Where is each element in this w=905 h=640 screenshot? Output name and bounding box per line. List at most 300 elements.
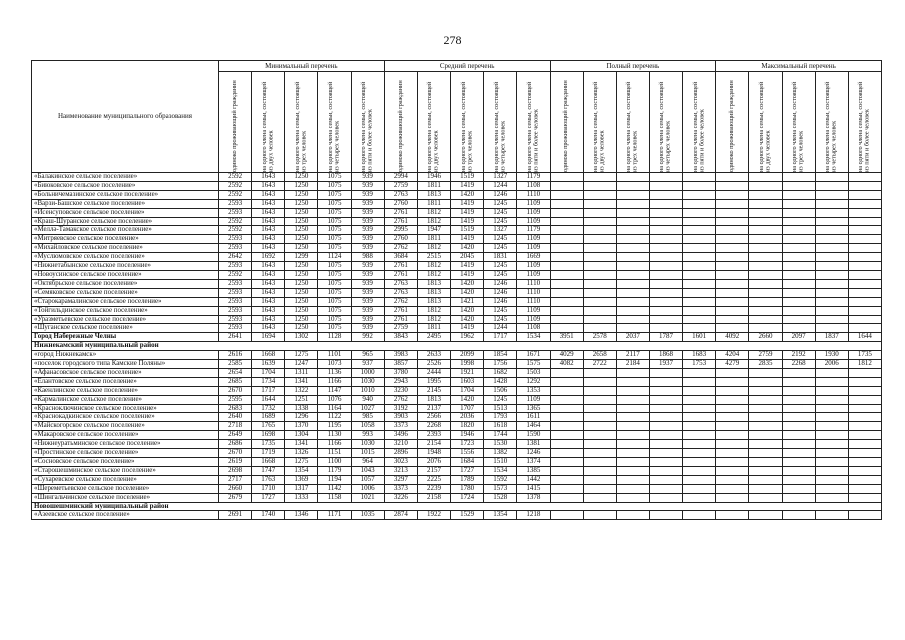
value-cell: 993 (351, 431, 384, 440)
value-cell: 1643 (252, 262, 285, 271)
value-cell (649, 279, 682, 288)
value-cell (550, 190, 583, 199)
value-cell (683, 475, 716, 484)
value-cell: 1813 (417, 190, 450, 199)
value-cell (782, 244, 815, 253)
municipality-name: «поселок городского типа Камские Поляны» (32, 360, 219, 369)
value-cell (749, 466, 782, 475)
value-cell: 1245 (484, 315, 517, 324)
value-cell (550, 484, 583, 493)
value-cell: 964 (351, 458, 384, 467)
value-cell (749, 315, 782, 324)
value-cell (649, 253, 682, 262)
subheader-cell (782, 72, 815, 173)
value-cell (683, 315, 716, 324)
value-cell: 2683 (219, 404, 252, 413)
value-cell (815, 404, 848, 413)
value-cell (616, 297, 649, 306)
value-cell (749, 422, 782, 431)
municipality-name: «Афанасовское сельское поселение» (32, 368, 219, 377)
value-cell (716, 475, 749, 484)
value-cell: 1529 (451, 511, 484, 520)
municipality-name: «Октябрьское сельское поселение» (32, 279, 219, 288)
value-cell: 1428 (484, 377, 517, 386)
value-cell: 3192 (384, 404, 417, 413)
value-cell: 939 (351, 315, 384, 324)
table-row (32, 262, 882, 271)
value-cell: 2268 (782, 360, 815, 369)
value-cell: 1643 (252, 297, 285, 306)
value-cell (782, 324, 815, 333)
value-cell: 1136 (318, 368, 351, 377)
value-cell: 1420 (451, 190, 484, 199)
value-cell: 4204 (716, 351, 749, 360)
value-cell (583, 386, 616, 395)
value-cell: 1110 (517, 190, 550, 199)
municipality-name: «Шуганское сельское поселение» (32, 324, 219, 333)
value-cell: 1998 (451, 360, 484, 369)
value-cell: 1075 (318, 173, 351, 182)
municipality-name: «Нижнеуратьминское сельское поселение» (32, 440, 219, 449)
value-cell (782, 217, 815, 226)
value-cell (749, 324, 782, 333)
value-cell: 1689 (252, 413, 285, 422)
value-cell (716, 262, 749, 271)
value-cell: 1250 (285, 279, 318, 288)
table-row (32, 449, 882, 458)
table-row (32, 199, 882, 208)
subheader-cell (517, 72, 550, 173)
value-cell (649, 244, 682, 253)
value-cell: 1780 (451, 484, 484, 493)
municipality-name: «Муслюмовское сельское поселение» (32, 253, 219, 262)
value-cell: 1668 (252, 351, 285, 360)
value-cell: 2718 (219, 422, 252, 431)
value-cell: 3230 (384, 386, 417, 395)
value-cell: 1747 (252, 466, 285, 475)
value-cell (649, 440, 682, 449)
value-cell: 965 (351, 351, 384, 360)
subheader-label: на одного члена семьи, состоящей из двух человек (592, 81, 606, 172)
value-cell (683, 226, 716, 235)
value-cell: 1671 (517, 351, 550, 360)
value-cell: 1327 (484, 173, 517, 182)
value-cell: 1723 (451, 440, 484, 449)
municipality-name: «Семяковское сельское поселение» (32, 288, 219, 297)
value-cell: 2761 (384, 306, 417, 315)
value-cell (716, 395, 749, 404)
value-cell: 1419 (451, 235, 484, 244)
value-cell: 1057 (351, 475, 384, 484)
value-cell: 1245 (484, 395, 517, 404)
subheader-label: на одного члена семьи, состоящей из двух человек (426, 81, 440, 172)
value-cell (782, 440, 815, 449)
value-cell: 2660 (219, 484, 252, 493)
table-row (32, 324, 882, 333)
value-cell (815, 288, 848, 297)
value-cell (616, 199, 649, 208)
value-cell: 2225 (417, 475, 450, 484)
value-cell: 1930 (815, 351, 848, 360)
value-cell (749, 386, 782, 395)
value-cell (848, 244, 881, 253)
value-cell: 1756 (484, 360, 517, 369)
value-cell (716, 190, 749, 199)
value-cell (649, 262, 682, 271)
value-cell: 1110 (517, 279, 550, 288)
value-cell (815, 368, 848, 377)
value-cell: 1618 (484, 422, 517, 431)
value-cell (649, 511, 682, 520)
value-cell: 4082 (550, 360, 583, 369)
value-cell (716, 449, 749, 458)
value-cell (782, 190, 815, 199)
value-cell: 939 (351, 288, 384, 297)
value-cell: 1075 (318, 270, 351, 279)
value-cell: 1317 (285, 484, 318, 493)
value-cell (848, 422, 881, 431)
subheader-label: одиноко проживающий гражданин (562, 80, 570, 172)
value-cell (749, 262, 782, 271)
value-cell: 1246 (484, 279, 517, 288)
value-cell: 1513 (484, 404, 517, 413)
value-cell: 2763 (384, 190, 417, 199)
value-cell (649, 458, 682, 467)
value-cell (782, 404, 815, 413)
value-cell: 2896 (384, 449, 417, 458)
value-cell (683, 404, 716, 413)
value-cell (815, 270, 848, 279)
value-cell: 1811 (417, 324, 450, 333)
value-cell: 1109 (517, 217, 550, 226)
value-cell: 3496 (384, 431, 417, 440)
value-cell (683, 458, 716, 467)
value-cell (683, 199, 716, 208)
value-cell: 1643 (252, 270, 285, 279)
value-cell (848, 484, 881, 493)
table-row (32, 484, 882, 493)
value-cell: 1519 (451, 226, 484, 235)
municipality-name: «Кармалинское сельское поселение» (32, 395, 219, 404)
value-cell: 2515 (417, 253, 450, 262)
value-cell (550, 297, 583, 306)
value-cell: 1245 (484, 244, 517, 253)
subheader-cell (318, 72, 351, 173)
municipality-name: «Простинское сельское поселение» (32, 449, 219, 458)
group-header: Максимальный перечень (716, 61, 882, 72)
value-cell (683, 306, 716, 315)
value-cell (815, 324, 848, 333)
value-cell (815, 279, 848, 288)
subheader-cell (815, 72, 848, 173)
value-cell: 1643 (252, 315, 285, 324)
value-cell: 1813 (417, 288, 450, 297)
value-cell: 1831 (484, 253, 517, 262)
value-cell (649, 181, 682, 190)
value-cell: 1250 (285, 244, 318, 253)
table-row (32, 440, 882, 449)
table-row (32, 306, 882, 315)
value-cell (550, 181, 583, 190)
subheader-cell (848, 72, 881, 173)
value-cell: 1419 (451, 324, 484, 333)
group-header: Средний перечень (384, 61, 550, 72)
value-cell (649, 190, 682, 199)
value-cell (848, 226, 881, 235)
subheader-label: одиноко проживающий гражданин (230, 80, 238, 172)
subheader-cell (351, 72, 384, 173)
table-row (32, 458, 882, 467)
value-cell: 1753 (683, 360, 716, 369)
value-cell: 1719 (252, 449, 285, 458)
value-cell (716, 484, 749, 493)
value-cell (749, 368, 782, 377)
value-cell (550, 315, 583, 324)
value-cell (550, 208, 583, 217)
value-cell: 1075 (318, 226, 351, 235)
municipality-name: «Меллә-Тамакское сельское поселение» (32, 226, 219, 235)
table-row (32, 173, 882, 182)
section-row (32, 342, 882, 351)
value-cell: 2578 (583, 333, 616, 342)
value-cell (848, 208, 881, 217)
value-cell (815, 226, 848, 235)
value-cell: 2037 (616, 333, 649, 342)
value-cell (550, 235, 583, 244)
value-cell: 1592 (484, 475, 517, 484)
value-cell: 1717 (484, 333, 517, 342)
value-cell (683, 440, 716, 449)
value-cell: 1948 (417, 449, 450, 458)
value-cell: 1245 (484, 217, 517, 226)
value-cell: 1812 (417, 262, 450, 271)
table-row (32, 404, 882, 413)
value-cell: 1420 (451, 395, 484, 404)
value-cell (683, 217, 716, 226)
value-cell: 2670 (219, 386, 252, 395)
value-cell (716, 404, 749, 413)
value-cell: 1311 (285, 368, 318, 377)
value-cell (550, 511, 583, 520)
value-cell (649, 422, 682, 431)
value-cell: 2641 (219, 333, 252, 342)
value-cell: 939 (351, 181, 384, 190)
value-cell: 1644 (252, 395, 285, 404)
value-cell (616, 511, 649, 520)
value-cell (583, 208, 616, 217)
subheader-label: на одного члена семьи, состоящей из четырех человек (824, 81, 838, 172)
value-cell: 3023 (384, 458, 417, 467)
value-cell: 1643 (252, 181, 285, 190)
municipality-name: «Краснокадкинское сельское поселение» (32, 413, 219, 422)
value-cell: 1250 (285, 181, 318, 190)
value-cell: 2761 (384, 262, 417, 271)
municipality-name: «Макаровское сельское поселение» (32, 431, 219, 440)
value-cell: 2145 (417, 386, 450, 395)
value-cell (583, 466, 616, 475)
value-cell: 2761 (384, 270, 417, 279)
value-cell: 1419 (451, 217, 484, 226)
value-cell (616, 217, 649, 226)
value-cell: 1812 (417, 270, 450, 279)
municipality-name: «Сосновское сельское поселение» (32, 458, 219, 467)
value-cell: 1811 (417, 181, 450, 190)
value-cell: 3226 (384, 493, 417, 502)
value-cell: 1341 (285, 440, 318, 449)
value-cell (683, 181, 716, 190)
value-cell: 1073 (318, 360, 351, 369)
value-cell (848, 475, 881, 484)
table-row (32, 431, 882, 440)
value-cell: 2762 (384, 395, 417, 404)
value-cell: 1534 (484, 466, 517, 475)
value-cell (550, 217, 583, 226)
value-cell (782, 288, 815, 297)
subheader-label: на одного члена семьи, состоящей из двух человек (757, 81, 772, 172)
value-cell (815, 440, 848, 449)
value-cell: 1292 (517, 377, 550, 386)
value-cell: 1250 (285, 217, 318, 226)
value-cell (749, 217, 782, 226)
value-cell: 1744 (484, 431, 517, 440)
value-cell: 2036 (451, 413, 484, 422)
value-cell: 1075 (318, 297, 351, 306)
value-cell (749, 306, 782, 315)
group-header-row (32, 61, 882, 72)
value-cell: 1639 (252, 360, 285, 369)
municipality-name: «Сухаревское сельское поселение» (32, 475, 219, 484)
value-cell (550, 440, 583, 449)
value-cell: 937 (351, 360, 384, 369)
value-cell: 2760 (384, 235, 417, 244)
value-cell: 1100 (318, 458, 351, 467)
value-cell (616, 235, 649, 244)
value-cell: 1333 (285, 493, 318, 502)
municipality-name: «Красноключинское сельское поселение» (32, 404, 219, 413)
value-cell (616, 262, 649, 271)
value-cell (815, 181, 848, 190)
value-cell (583, 244, 616, 253)
value-cell (716, 458, 749, 467)
value-cell (749, 484, 782, 493)
value-cell (583, 173, 616, 182)
value-cell (583, 315, 616, 324)
value-cell (749, 449, 782, 458)
value-cell: 1643 (252, 324, 285, 333)
municipality-name: «Старошешминское сельское поселение» (32, 466, 219, 475)
value-cell: 1109 (517, 235, 550, 244)
value-cell (848, 324, 881, 333)
value-cell: 1643 (252, 279, 285, 288)
value-cell: 2592 (219, 190, 252, 199)
subheader-label: на одного члена семьи, состоящей из трех человек (625, 81, 639, 172)
municipality-name: Город Набережные Челны (32, 333, 219, 342)
value-cell: 1275 (285, 458, 318, 467)
table-row (32, 493, 882, 502)
value-cell (815, 413, 848, 422)
table-row (32, 386, 882, 395)
municipality-name: «Новоусинское сельское поселение» (32, 270, 219, 279)
value-cell (583, 440, 616, 449)
value-cell: 2158 (417, 493, 450, 502)
value-cell: 2658 (583, 351, 616, 360)
value-cell: 1419 (451, 270, 484, 279)
value-cell (616, 386, 649, 395)
value-cell: 3903 (384, 413, 417, 422)
value-cell (550, 288, 583, 297)
value-cell (649, 306, 682, 315)
value-cell: 1109 (517, 208, 550, 217)
value-cell (550, 368, 583, 377)
value-cell (616, 493, 649, 502)
subheader-cell (484, 72, 517, 173)
value-cell: 1707 (451, 404, 484, 413)
value-cell: 1250 (285, 208, 318, 217)
value-cell (716, 422, 749, 431)
value-cell (815, 484, 848, 493)
value-cell: 4279 (716, 360, 749, 369)
value-cell: 1506 (484, 386, 517, 395)
value-cell: 1304 (285, 431, 318, 440)
value-cell: 2593 (219, 315, 252, 324)
value-cell: 2994 (384, 173, 417, 182)
value-cell: 1275 (285, 351, 318, 360)
value-cell: 939 (351, 244, 384, 253)
value-cell (749, 279, 782, 288)
value-cell: 1704 (252, 368, 285, 377)
value-cell: 2761 (384, 208, 417, 217)
page-number: 278 (443, 33, 462, 47)
value-cell: 1812 (417, 306, 450, 315)
value-cell: 1573 (484, 484, 517, 493)
value-cell: 2759 (384, 324, 417, 333)
value-cell: 2566 (417, 413, 450, 422)
value-cell (815, 493, 848, 502)
subheader-label: на одного члена семьи, состоящей из пяти и более человек (691, 81, 706, 172)
value-cell: 1075 (318, 288, 351, 297)
value-cell (616, 404, 649, 413)
value-cell (782, 449, 815, 458)
value-cell: 3373 (384, 422, 417, 431)
value-cell: 2076 (417, 458, 450, 467)
value-cell (683, 173, 716, 182)
value-cell: 2045 (451, 253, 484, 262)
value-cell (649, 297, 682, 306)
value-cell: 1668 (252, 458, 285, 467)
value-cell: 1245 (484, 199, 517, 208)
value-cell (550, 431, 583, 440)
value-cell: 1837 (815, 333, 848, 342)
value-cell: 2593 (219, 244, 252, 253)
value-cell: 2593 (219, 262, 252, 271)
value-cell: 1075 (318, 315, 351, 324)
value-cell: 939 (351, 173, 384, 182)
value-cell (716, 466, 749, 475)
value-cell: 1021 (351, 493, 384, 502)
value-cell (550, 458, 583, 467)
value-cell: 1534 (517, 333, 550, 342)
value-cell: 3210 (384, 440, 417, 449)
value-cell: 1179 (517, 173, 550, 182)
value-cell: 1043 (351, 466, 384, 475)
value-cell (815, 306, 848, 315)
value-cell: 1643 (252, 208, 285, 217)
subheader-cell (583, 72, 616, 173)
value-cell: 2995 (384, 226, 417, 235)
value-cell: 1109 (517, 270, 550, 279)
value-cell: 1735 (252, 440, 285, 449)
value-cell: 3373 (384, 484, 417, 493)
